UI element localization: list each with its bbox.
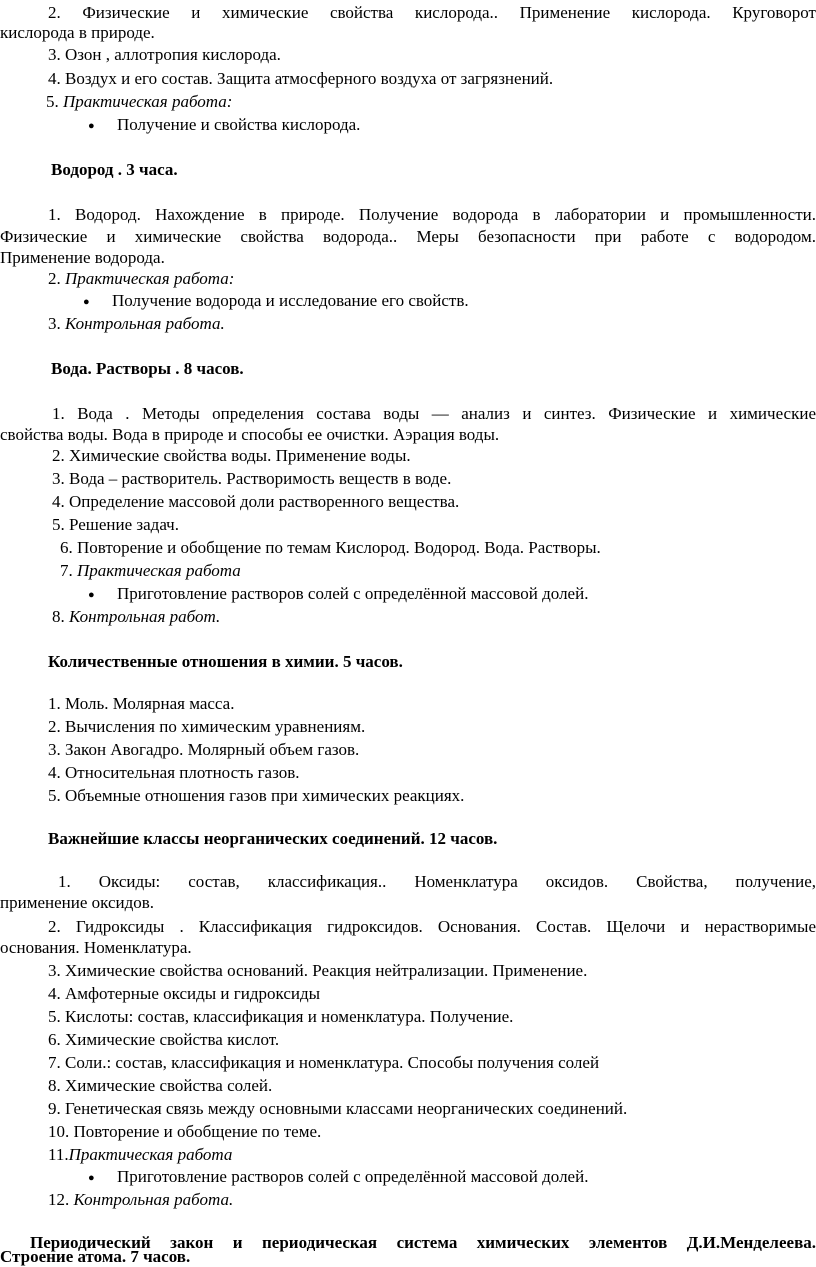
section-heading: Важнейшие классы неорганических соединений. 12 часов. [48,829,498,848]
section-heading: Строение атома. 7 часов. [0,1247,191,1266]
bullet-item: Получение и свойства кислорода. [117,115,361,134]
list-item: 5. Кислоты: состав, классификация и номенклатура. Получение. [48,1007,514,1026]
list-item: 8. Химические свойства солей. [48,1076,273,1095]
list-item: 3. Контрольная работа. [48,314,225,333]
bullet-item: Приготовление растворов солей с определённой массовой долей. [117,1167,589,1186]
list-item: 7. Практическая работа [60,561,241,580]
list-item: 8. Контрольная работ. [52,607,221,626]
paragraph-line: Физические и химические свойства водорода.. Меры безопасности при работе с водородом. [0,227,816,246]
bullet-icon: ● [88,1172,95,1184]
list-item: 5. Решение задач. [52,515,179,534]
paragraph-line: 2. Физические и химические свойства кислорода.. Применение кислорода. Круговорот [48,3,816,22]
list-item: 2. Химические свойства воды. Применение воды. [52,446,411,465]
practical-work-label: Практическая работа: [65,269,235,288]
paragraph-line: 1. Оксиды: состав, классификация.. Номенклатура оксидов. Свойства, получение, [58,872,816,891]
paragraph-line: свойства воды. Вода в природе и способы ее очистки. Аэрация воды. [0,425,500,444]
bullet-item: Получение водорода и исследование его свойств. [112,291,469,310]
list-item: 3. Озон , аллотропия кислорода. [48,45,281,64]
list-item: 2. Вычисления по химическим уравнениям. [48,717,366,736]
list-item: 4. Воздух и его состав. Защита атмосферного воздуха от загрязнений. [48,69,554,88]
bullet-icon: ● [88,589,95,601]
paragraph-line: кислорода в природе. [0,23,155,42]
list-item: 7. Соли.: состав, классификация и номенклатура. Способы получения солей [48,1053,600,1072]
list-item: 5. Практическая работа: [46,92,233,111]
practical-work-label: Практическая работа: [63,92,233,111]
list-item: 10. Повторение и обобщение по теме. [48,1122,322,1141]
paragraph-line: основания. Номенклатура. [0,938,192,957]
list-item: 3. Химические свойства оснований. Реакция нейтрализации. Применение. [48,961,588,980]
test-work-label: Контрольная работ. [69,607,221,626]
list-item: 6. Повторение и обобщение по темам Кислород. Водород. Вода. Растворы. [60,538,601,557]
practical-work-label: Практическая работа [68,1145,233,1164]
section-heading: Водород . 3 часа. [51,160,178,179]
paragraph-line: 1. Вода . Методы определения состава воды — анализ и синтез. Физические и химические [52,404,816,423]
list-item: 3. Закон Авогадро. Молярный объем газов. [48,740,360,759]
list-item: 4. Амфотерные оксиды и гидроксиды [48,984,321,1003]
bullet-icon: ● [83,296,90,308]
list-item: 11.Практическая работа [48,1145,233,1164]
test-work-label: Контрольная работа. [73,1190,234,1209]
section-heading: Количественные отношения в химии. 5 часов. [48,652,403,671]
paragraph-line: 1. Водород. Нахождение в природе. Получение водорода в лаборатории и промышленности. [48,205,816,224]
list-item: 4. Относительная плотность газов. [48,763,300,782]
bullet-item: Приготовление растворов солей с определённой массовой долей. [117,584,589,603]
list-item: 1. Моль. Молярная масса. [48,694,235,713]
list-item: 5. Объемные отношения газов при химических реакциях. [48,786,465,805]
paragraph-line: 2. Гидроксиды . Классификация гидроксидов. Основания. Состав. Щелочи и нерастворимые [48,917,816,936]
bullet-icon: ● [88,120,95,132]
list-item: 3. Вода – растворитель. Растворимость веществ в воде. [52,469,452,488]
list-item: 12. Контрольная работа. [48,1190,234,1209]
section-heading: Периодический закон и периодическая система химических элементов Д.И.Менделеева. [30,1233,816,1252]
practical-work-label: Практическая работа [77,561,241,580]
paragraph-line: Применение водорода. [0,248,165,267]
section-heading: Вода. Растворы . 8 часов. [51,359,244,378]
list-item: 9. Генетическая связь между основными классами неорганических соединений. [48,1099,628,1118]
test-work-label: Контрольная работа. [65,314,225,333]
list-item: 4. Определение массовой доли растворенного вещества. [52,492,460,511]
list-item: 6. Химические свойства кислот. [48,1030,280,1049]
paragraph-line: применение оксидов. [0,893,155,912]
list-item: 2. Практическая работа: [48,269,235,288]
